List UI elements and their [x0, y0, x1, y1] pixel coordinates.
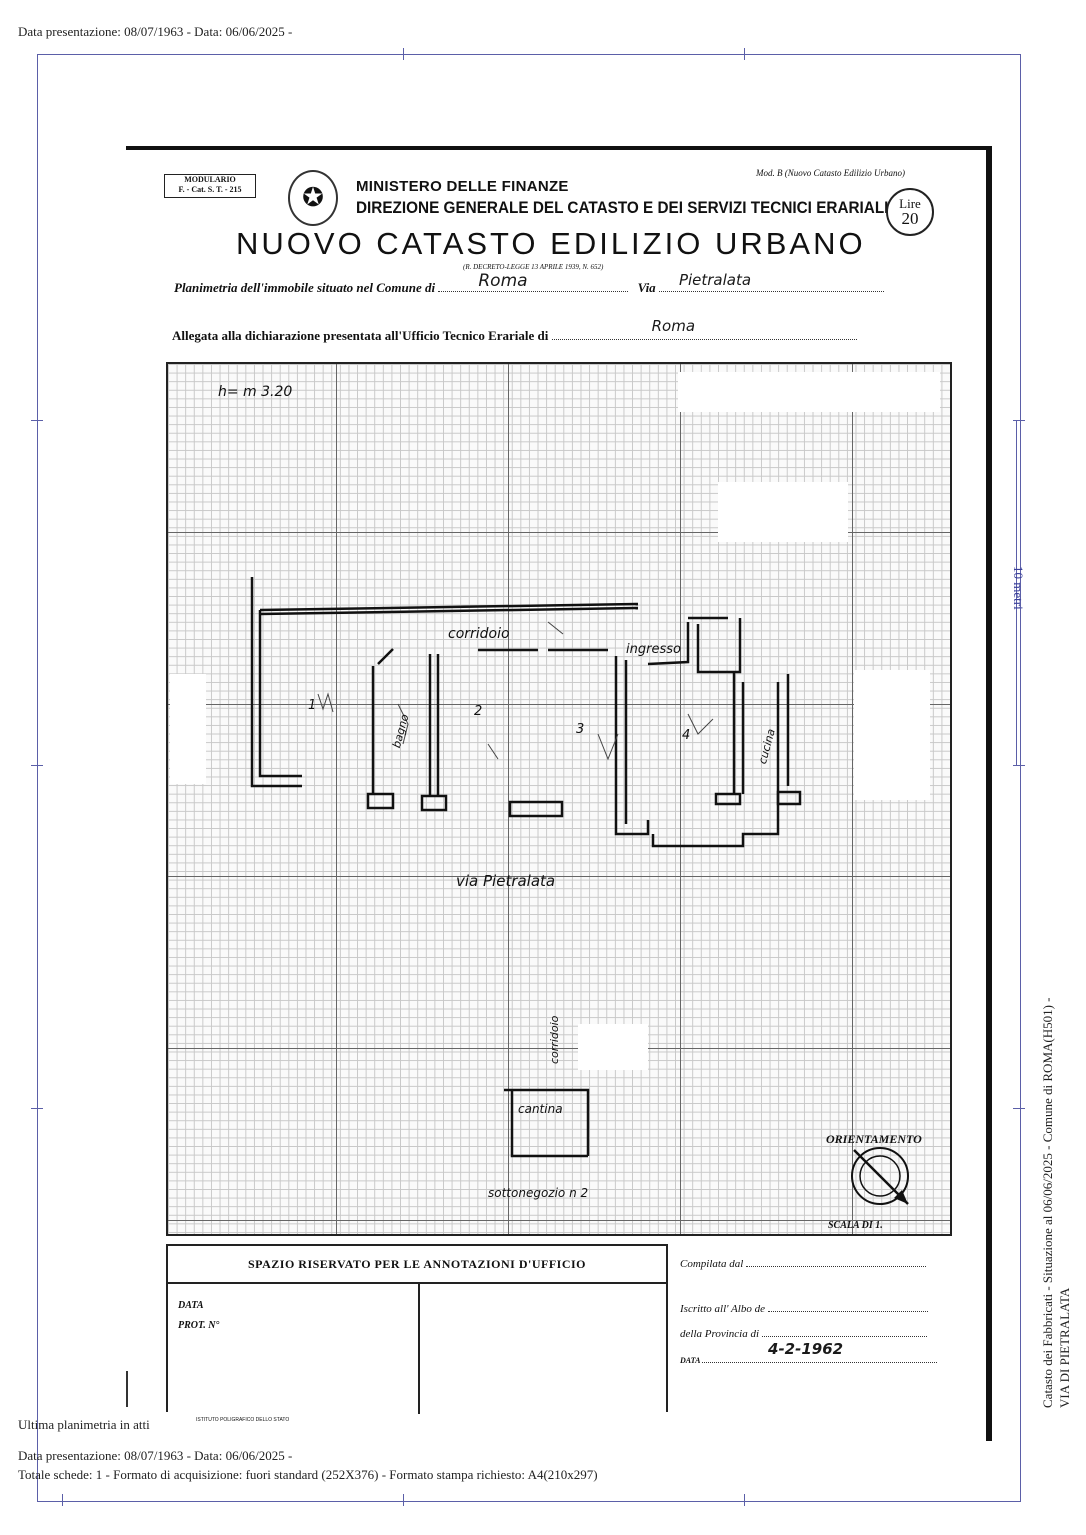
frame-tick [403, 1494, 404, 1506]
room-1-number: 1 [308, 698, 317, 713]
lire-stamp [886, 188, 934, 236]
label-street: via Pietralata [456, 872, 556, 890]
side-text-catasto: Catasto dei Fabbricati - Situazione al 06/06/2025 - Comune di ROMA(H501) - [1040, 997, 1055, 1408]
room-4-number: 4 [682, 728, 691, 743]
header-line: Data presentazione: 08/07/1963 - Data: 06/06/2025 - [18, 24, 293, 39]
label-corridoio: corridoio [448, 626, 510, 642]
data-label: DATA [178, 1300, 204, 1311]
annotations-box [166, 1244, 668, 1412]
provincia-line [680, 1326, 927, 1340]
label-ingresso: ingresso [626, 642, 681, 657]
prot-label: PROT. N° [178, 1320, 220, 1331]
planimetria-label: Planimetria dell'immobile situato nel Comune di [174, 280, 436, 295]
frame-tick [62, 1494, 63, 1506]
form-title: NUOVO CATASTO EDILIZIO URBANO [236, 226, 866, 261]
compilata-line [680, 1256, 926, 1270]
decreto-note: (R. DECRETO-LEGGE 13 APRILE 1939, N. 652) [463, 263, 604, 271]
footer-line2: Totale schede: 1 - Formato di acquisizione: fuori standard (252X376) - Formato stampa richiesto: A4(210x297) [18, 1467, 598, 1482]
planimetria-line [174, 271, 884, 296]
label-cantina: cantina [518, 1102, 563, 1116]
right-rule [986, 146, 992, 1441]
lire-value: 20 [901, 209, 919, 228]
label-sottonegozio: sottonegozio n 2 [488, 1186, 589, 1200]
via-value: Pietralata [678, 271, 752, 289]
frame-tick [744, 48, 745, 60]
top-rule [126, 146, 986, 150]
label-cucina: cucina [756, 727, 778, 766]
label-bagno: bagno [390, 712, 412, 750]
direzione-name: DIREZIONE GENERALE DEL CATASTO E DEI SERVIZI TECNICI ERARIALI [356, 198, 889, 217]
footer-ultima: Ultima planimetria in atti [18, 1417, 150, 1432]
frame-tick [31, 420, 43, 421]
via-field [659, 271, 884, 292]
date-value: 4-2-1962 [768, 1340, 844, 1358]
frame-tick [1013, 420, 1025, 421]
annotations-header: SPAZIO RISERVATO PER LE ANNOTAZIONI D'UFFICIO [168, 1246, 666, 1284]
scan-edge [126, 1371, 128, 1407]
frame-tick [31, 1108, 43, 1109]
allegata-line [172, 317, 857, 344]
room-3-number: 3 [576, 722, 585, 737]
compass-icon [852, 1148, 908, 1204]
provincia-label: della Provincia di [680, 1328, 760, 1340]
date-line [680, 1340, 937, 1365]
annotations-left-cell [168, 1282, 420, 1414]
iscritto-label: Iscritto all' Albo de [680, 1303, 765, 1315]
orientamento-label: ORIENTAMENTO [826, 1132, 922, 1146]
side-text-via: VIA DI PIETRALATA [1057, 1287, 1072, 1408]
date-label: DATA [680, 1356, 701, 1365]
height-note: h= m 3.20 [218, 384, 293, 400]
allegata-label: Allegata alla dichiarazione presentata all'Ufficio Tecnico Erariale di [172, 328, 549, 343]
mod-b-label: Mod. B (Nuovo Catasto Edilizio Urbano) [756, 168, 905, 178]
footer-line1: Data presentazione: 08/07/1963 - Data: 06/06/2025 - [18, 1448, 293, 1463]
lire-label: Lire [899, 196, 921, 211]
room-2-number: 2 [474, 704, 483, 719]
scale-label: 10 metri [1011, 566, 1026, 610]
ministry-name: MINISTERO DELLE FINANZE [356, 178, 569, 195]
via-label: Via [637, 280, 656, 295]
iscritto-line [680, 1301, 928, 1315]
republic-emblem-icon: ✪ [288, 170, 338, 226]
floor-plan-grid [166, 362, 952, 1236]
printer-mark: ISTITUTO POLIGRAFICO DELLO STATO [196, 1417, 290, 1423]
modulario-code: F. - Cat. S. T. - 215 [178, 185, 242, 194]
frame-tick [1013, 1108, 1025, 1109]
scala-label: SCALA DI 1. [828, 1220, 883, 1231]
ufficio-value: Roma [651, 317, 696, 335]
label-corridoio-lower: corridoio [548, 1015, 561, 1064]
comune-value: Roma [478, 271, 528, 291]
comune-field [438, 271, 628, 292]
frame-tick [31, 765, 43, 766]
frame-tick [1013, 765, 1025, 766]
cadastral-form [126, 146, 988, 1441]
frame-tick [403, 48, 404, 60]
modulario-box [164, 174, 256, 198]
ufficio-field [552, 317, 857, 340]
compilata-label: Compilata dal [680, 1258, 744, 1270]
frame-tick [744, 1494, 745, 1506]
modulario-label: MODULARIO [184, 175, 236, 184]
